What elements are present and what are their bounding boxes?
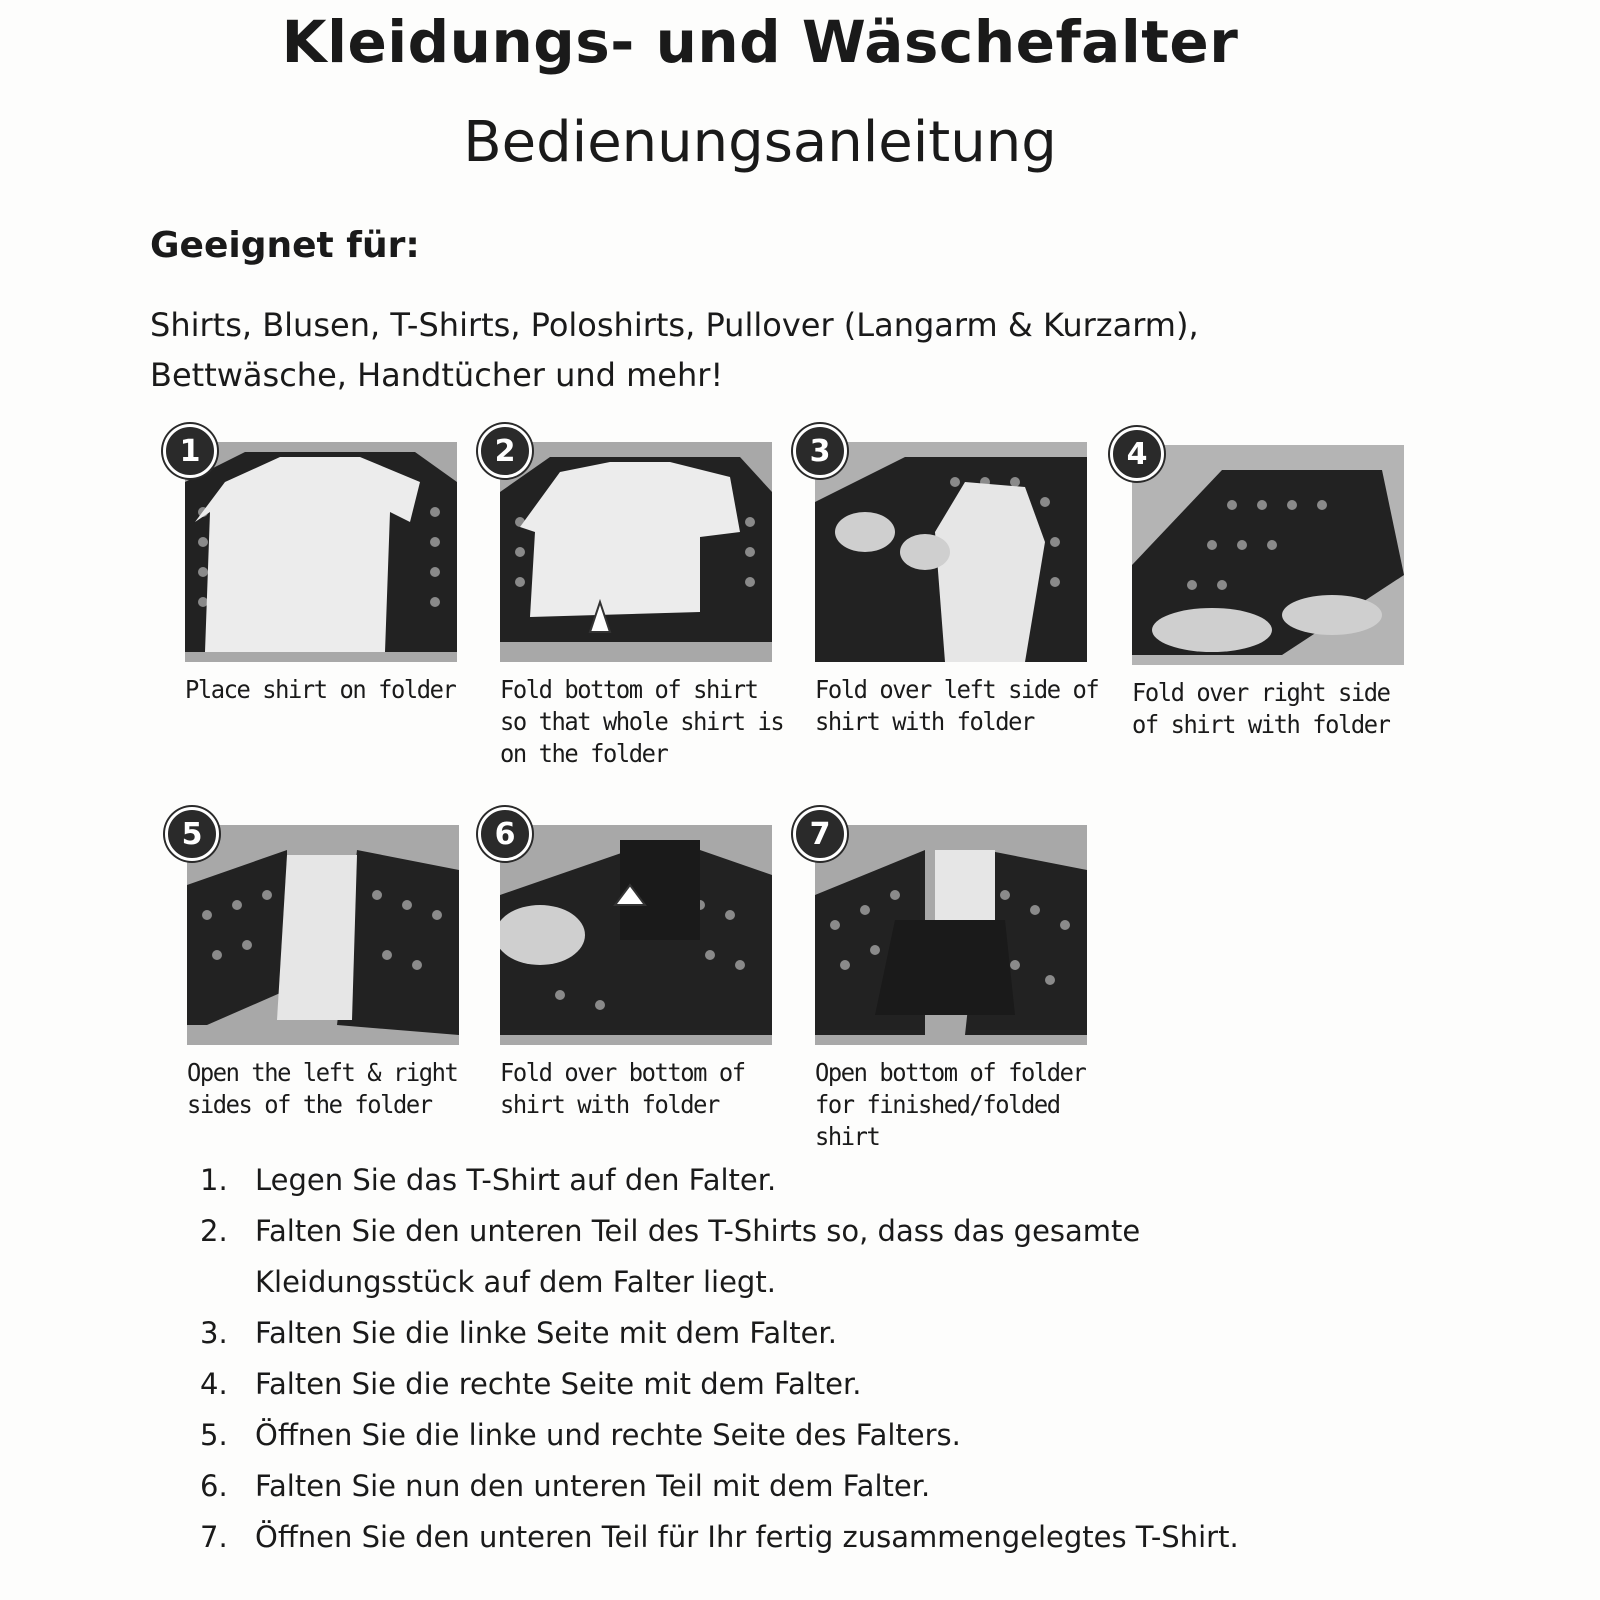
instruction-text: Falten Sie nun den unteren Teil mit dem Falter. [255,1469,931,1503]
step-4-caption: Fold over right side of shirt with folder [1132,678,1390,739]
step-1-caption: Place shirt on folder [185,675,456,704]
document-title: Kleidungs- und Wäschefalter [281,8,1239,76]
document-subtitle: Bedienungsanleitung [463,110,1057,175]
instruction-number: 3. [200,1316,228,1350]
suitable-text: Shirts, Blusen, T-Shirts, Poloshirts, Pullover (Langarm & Kurzarm), Bettwäsche, Handtücher und mehr! [150,306,1199,394]
instruction-text: Öffnen Sie die linke und rechte Seite des Falters. [255,1418,961,1452]
step-5-photo [187,825,459,1045]
instruction-text: Falten Sie den unteren Teil des T-Shirts so, dass das gesamte Kleidungsstück auf dem Falter liegt. [255,1214,1141,1299]
step-6-photo [500,825,772,1045]
step-2-photo [500,442,772,662]
instruction-text: Legen Sie das T-Shirt auf den Falter. [255,1163,777,1197]
step-1-photo [185,442,457,662]
instruction-item [200,1308,1350,1359]
step-4-photo [1132,445,1404,665]
step-3-photo [815,442,1087,662]
step-number-badge: 7 [793,807,847,861]
step-number-badge: 4 [1110,427,1164,481]
instruction-item [200,1461,1350,1512]
step-2-caption: Fold bottom of shirt so that whole shirt is on the folder [500,675,784,768]
instruction-text: Falten Sie die rechte Seite mit dem Falter. [255,1367,862,1401]
instruction-number: 5. [200,1418,228,1452]
step-number-badge: 3 [793,424,847,478]
instruction-item [200,1155,1350,1206]
instruction-list [200,1155,1350,1563]
instruction-text: Falten Sie die linke Seite mit dem Falter. [255,1316,837,1350]
step-6-caption: Fold over bottom of shirt with folder [500,1058,745,1119]
step-number-badge: 2 [478,424,532,478]
suitable-heading: Geeignet für: [150,225,420,266]
step-3-caption: Fold over left side of shirt with folder [815,675,1099,736]
step-number-badge: 6 [478,807,532,861]
step-7-photo [815,825,1087,1045]
instruction-number: 1. [200,1163,228,1197]
instruction-item [200,1359,1350,1410]
instruction-number: 4. [200,1367,228,1401]
instruction-item [200,1512,1350,1563]
instruction-item [200,1206,1350,1308]
instruction-number: 2. [200,1214,228,1248]
instruction-item [200,1410,1350,1461]
instruction-number: 7. [200,1520,228,1554]
step-7-caption: Open bottom of folder for finished/folded shirt [815,1058,1086,1151]
step-number-badge: 1 [163,424,217,478]
instruction-number: 6. [200,1469,228,1503]
step-number-badge: 5 [165,807,219,861]
step-5-caption: Open the left & right sides of the folder [187,1058,458,1119]
instruction-text: Öffnen Sie den unteren Teil für Ihr fertig zusammengelegtes T-Shirt. [255,1520,1239,1554]
